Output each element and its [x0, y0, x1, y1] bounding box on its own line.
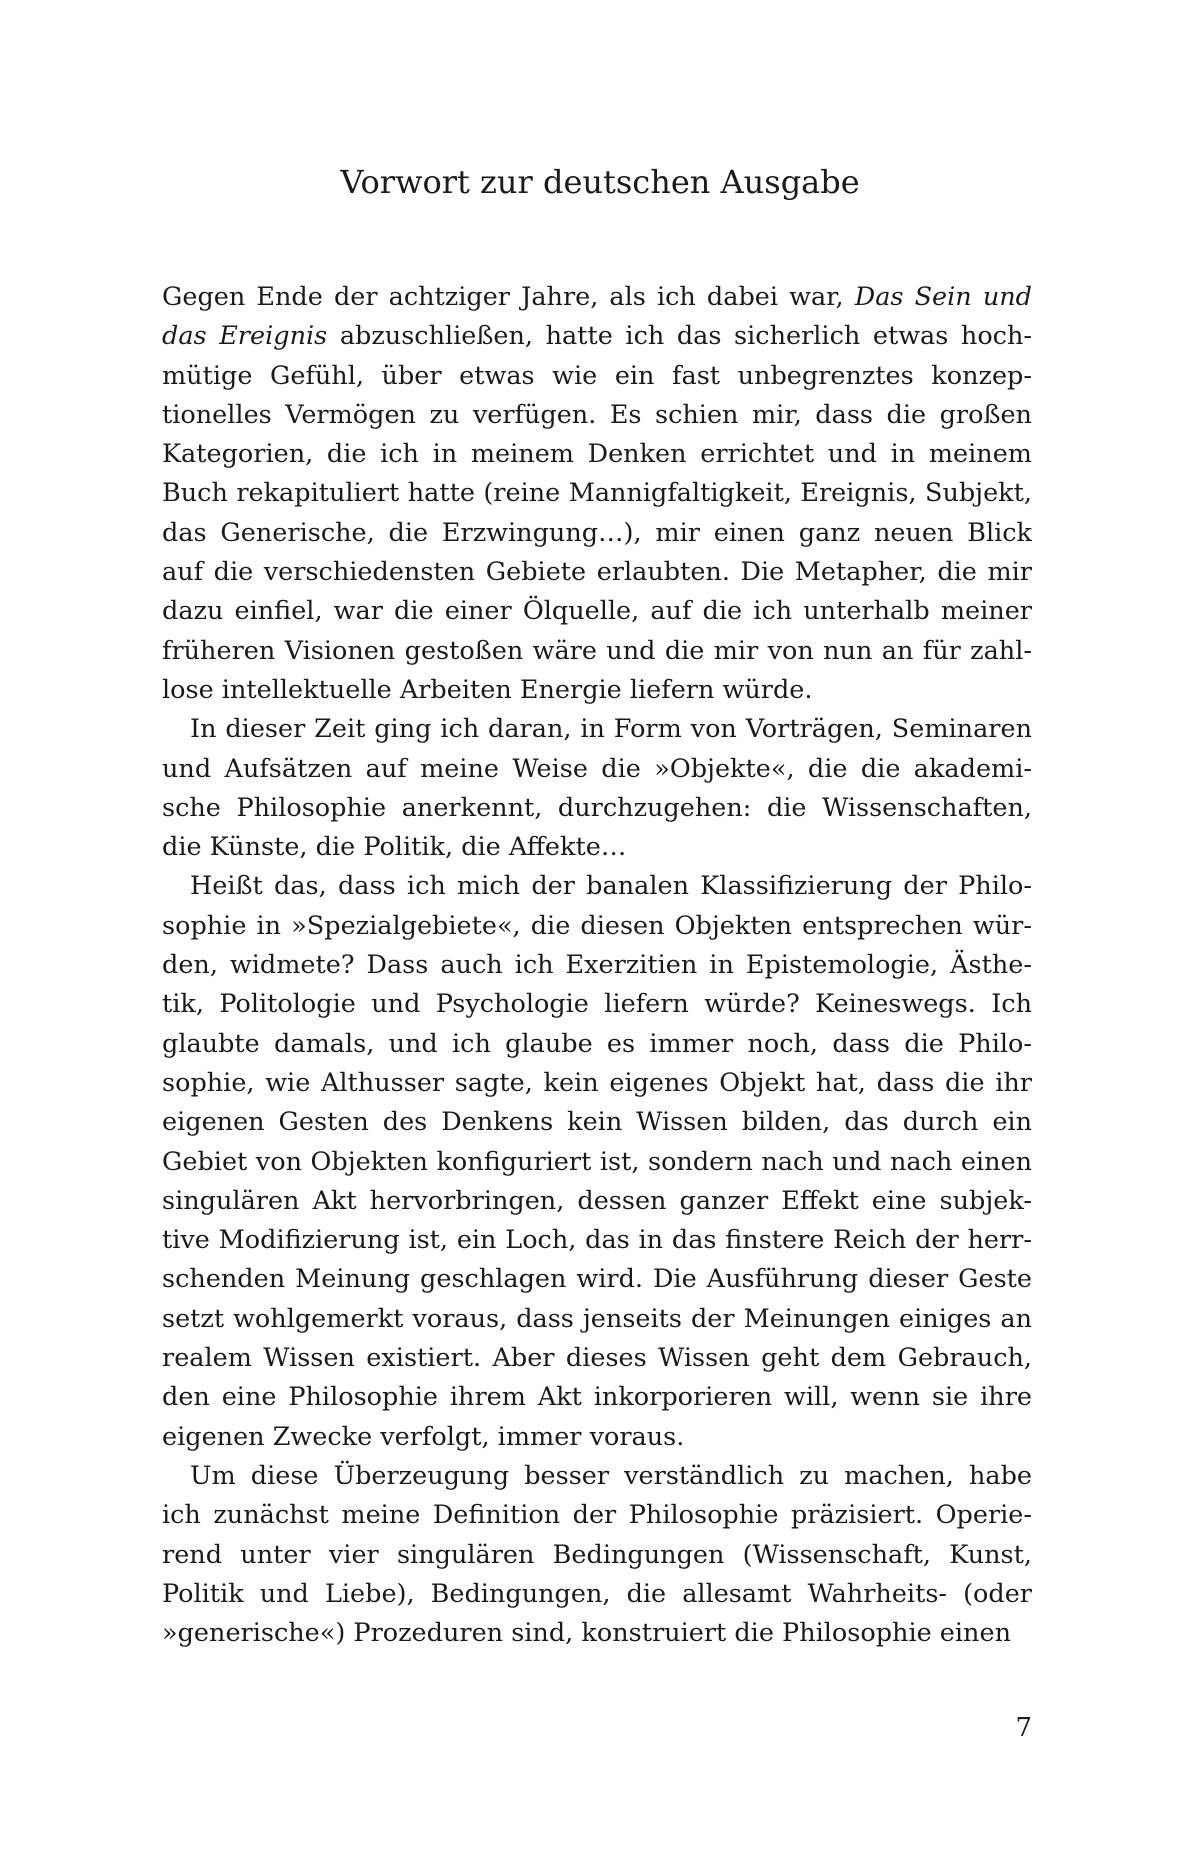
text-span: sche Philosophie anerkennt, durchzugehen: die Wissenschaften,: [162, 792, 1032, 823]
text-line: [162, 867, 1032, 906]
text-line: [162, 435, 1032, 474]
text-line: [162, 1339, 1032, 1378]
text-line: [162, 1025, 1032, 1064]
text-line: [162, 946, 1032, 985]
text-span: singulären Akt hervorbringen, dessen ganzer Effekt eine subjek-: [162, 1185, 1032, 1216]
text-span: eigenen Gesten des Denkens kein Wissen bilden, das durch ein: [162, 1107, 1032, 1138]
text-span: tik, Politologie und Psychologie liefern würde? Keineswegs. Ich: [162, 989, 1032, 1020]
text-line: [162, 1418, 1032, 1457]
text-span: sophie in »Spezialgebiete«, die diesen Objekten entsprechen wür-: [162, 910, 1032, 941]
text-line: [162, 632, 1032, 671]
book-title-italic: Das Sein und: [854, 282, 1032, 312]
text-span: den eine Philosophie ihrem Akt inkorporieren will, wenn sie ihre: [162, 1382, 1032, 1413]
body-text: [162, 278, 1032, 1653]
text-line: [162, 592, 1032, 631]
text-line: [162, 828, 1032, 867]
text-span: Politik und Liebe), Bedingungen, die allesamt Wahrheits- (oder: [162, 1578, 1032, 1609]
text-span: tionelles Vermögen zu verfügen. Es schien mir, dass die großen: [162, 399, 1032, 430]
text-line: [162, 278, 1032, 317]
text-span: lose intellektuelle Arbeiten Energie liefern würde.: [162, 674, 813, 705]
text-line: [162, 907, 1032, 946]
text-line: [162, 474, 1032, 513]
paragraph: [162, 1457, 1032, 1653]
text-line: [162, 1496, 1032, 1535]
text-line: [162, 710, 1032, 749]
text-span: setzt wohlgemerkt voraus, dass jenseits der Meinungen einiges an: [162, 1303, 1032, 1334]
text-line: [162, 985, 1032, 1024]
text-span: dazu einfiel, war die einer Ölquelle, auf die ich unterhalb meiner: [162, 596, 1032, 627]
paragraph: [162, 867, 1032, 1456]
text-line: [162, 1103, 1032, 1142]
text-span: ich zunächst meine Definition der Philosophie präzisiert. Operie-: [162, 1500, 1032, 1531]
text-line: [162, 1221, 1032, 1260]
text-line: [162, 1064, 1032, 1103]
text-span: Gebiet von Objekten konfiguriert ist, sondern nach und nach einen: [162, 1146, 1032, 1177]
text-line: [162, 1182, 1032, 1221]
text-span: glaubte damals, und ich glaube es immer noch, dass die Philo-: [162, 1028, 1032, 1059]
text-line: [162, 1260, 1032, 1299]
page-title: Vorwort zur deutschen Ausgabe: [340, 163, 860, 201]
text-line: [162, 514, 1032, 553]
text-line: [162, 553, 1032, 592]
page-number: 7: [1015, 1713, 1032, 1743]
text-span: In dieser Zeit ging ich daran, in Form von Vorträgen, Seminaren: [190, 714, 1032, 745]
text-span: tive Modifizierung ist, ein Loch, das in das finstere Reich der herr-: [162, 1225, 1032, 1256]
text-line: [162, 671, 1032, 710]
text-line: [162, 1143, 1032, 1182]
text-line: [162, 789, 1032, 828]
text-span: abzuschließen, hatte ich das sicherlich etwas hoch-: [327, 321, 1032, 352]
text-span: auf die verschiedensten Gebiete erlaubten. Die Metapher, die mir: [162, 557, 1032, 588]
text-span: mütige Gefühl, über etwas wie ein fast unbegrenztes konzep-: [162, 360, 1032, 391]
text-line: [162, 396, 1032, 435]
text-line: [162, 1300, 1032, 1339]
text-span: realem Wissen existiert. Aber dieses Wissen geht dem Gebrauch,: [162, 1343, 1032, 1374]
paragraph: [162, 278, 1032, 710]
text-line: [162, 1457, 1032, 1496]
text-span: und Aufsätzen auf meine Weise die »Objekte«, die die akademi-: [162, 753, 1032, 784]
text-span: früheren Visionen gestoßen wäre und die mir von nun an für zahl-: [162, 635, 1032, 666]
text-span: sophie, wie Althusser sagte, kein eigenes Objekt hat, dass die ihr: [162, 1067, 1032, 1098]
text-span: schenden Meinung geschlagen wird. Die Ausführung dieser Geste: [162, 1264, 1032, 1295]
text-span: rend unter vier singulären Bedingungen (Wissenschaft, Kunst,: [162, 1539, 1032, 1570]
text-line: [162, 317, 1032, 356]
text-line: [162, 750, 1032, 789]
text-line: [162, 1575, 1032, 1614]
book-title-italic: das Ereignis: [162, 321, 328, 352]
text-span: Gegen Ende der achtziger Jahre, als ich dabei war,: [162, 282, 855, 312]
text-span: das Generische, die Erzwingung…), mir einen ganz neuen Blick: [162, 517, 1032, 548]
text-span: Um diese Überzeugung besser verständlich zu machen, habe: [190, 1460, 1032, 1491]
text-line: [162, 1378, 1032, 1417]
text-line: [162, 357, 1032, 396]
text-span: Kategorien, die ich in meinem Denken errichtet und in meinem: [162, 439, 1032, 470]
text-span: »generische«) Prozeduren sind, konstruiert die Philosophie einen: [162, 1618, 1011, 1649]
paragraph: [162, 710, 1032, 867]
text-span: Buch rekapituliert hatte (reine Mannigfaltigkeit, Ereignis, Subjekt,: [162, 478, 1032, 509]
text-span: die Künste, die Politik, die Affekte…: [162, 832, 627, 863]
text-line: [162, 1536, 1032, 1575]
text-span: den, widmete? Dass auch ich Exerzitien in Epistemologie, Ästhe-: [162, 950, 1032, 981]
text-span: eigenen Zwecke verfolgt, immer voraus.: [162, 1421, 685, 1452]
text-span: Heißt das, dass ich mich der banalen Klassifizierung der Philo-: [190, 871, 1032, 902]
text-line: [162, 1614, 1032, 1653]
